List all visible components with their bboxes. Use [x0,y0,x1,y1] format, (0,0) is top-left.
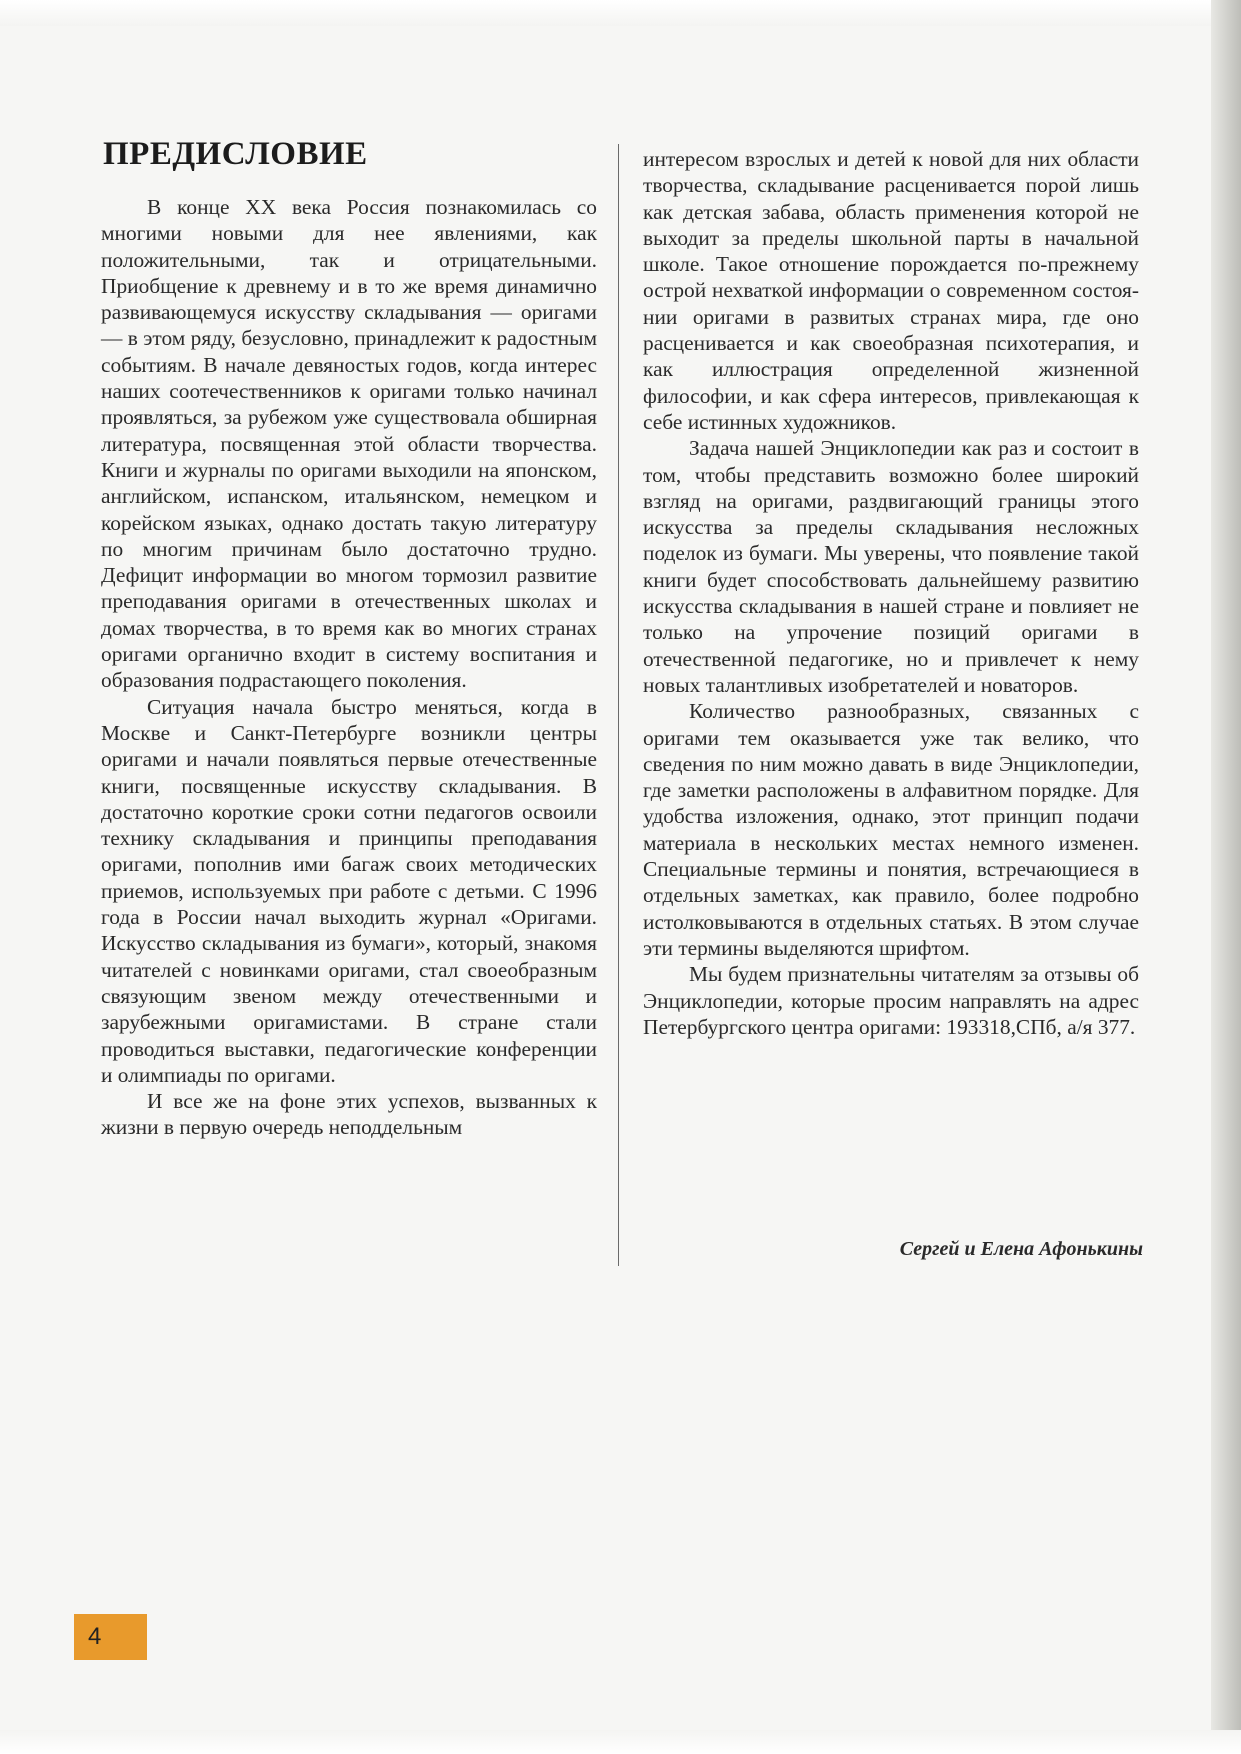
paragraph: В конце XX века Россия познакомилась со многими новыми для нее явлениями, как положительными, так и отрицательными. Приобщение к древнему и в то же время динамично развивающемуся искусству складывания — оригами — в этом ряду, безусловно, принадлежит к радостным событиям. В начале девяностых годов, когда интерес наших соотечественников к оригами только начинал проявляться, за рубежом уже существовала обширная литература, посвященная этой области творчества. Книги и журналы по оригами выходили на японском, английском, испанском, итальянском, немецком и корейском языках, однако достать такую литературу по многим причинам было достаточно трудно. Дефицит информации во многом тормозил развитие преподавания оригами в отечественных школах и домах творчества, в то время как во многих странах оригами органично входит в систему воспитания и образования подрастающего поколения. [101,195,597,693]
column-divider [618,144,619,1266]
paragraph: Мы будем признательны читателям за отзывы об Энциклопедии, которые просим направлять на адрес Петербургского центра оригами: 193318,СПб, а/я 377. [643,962,1139,1039]
paragraph: Ситуация начала быстро меняться, когда в Москве и Санкт-Петербурге возникли центры оригами и начали появляться первые отечественные книги, посвященные искусству складывания. В достаточно короткие сроки сотни педагогов освоили технику складывания и принципы преподавания оригами, пополнив ими багаж своих методических приемов, используемых при работе с детьми. С 1996 года в России начал выходить журнал «Оригами. Искусство складывания из бумаги», который, знакомя читателей с новинками оригами, стал своеобразным связующим звеном между отечественными и зарубежными оригамистами. В стране стали проводиться выставки, педагогические конференции и олимпиады по оригами. [101,694,597,1087]
paragraph: И все же на фоне этих успехов, вызванных к жизни в первую очередь неподдельным [101,1089,597,1140]
page-number: 4 [88,1623,102,1650]
scan-edge-right [1211,0,1241,1754]
text-column-left [101,194,597,1141]
paragraph: Задача нашей Энциклопедии как раз и состоит в том, чтобы представить возможно более широкий взгляд на оригами, раздвигающий границы этого искусства за пределы складывания несложных поделок из бумаги. Мы уверены, что появление такой книги будет способствовать дальнейшему развитию искусства складывания в нашей стране и повлияет не только на упрочение позиций оригами в отечественной педагогике, но и привлечет к нему новых талантливых изобретателей и новаторов. [643,436,1139,697]
page-title: ПРЕДИСЛОВИЕ [103,136,368,172]
scan-edge-top [0,0,1241,26]
signature: Сергей и Елена Афонькины [899,1238,1143,1260]
paragraph: Количество разнообразных, связанных с оригами тем оказывается уже так велико, что сведения по ним можно давать в виде Энциклопедии, где заметки расположены в алфавитном порядке. Для удобства изложения, однако, этот принцип подачи материала в нескольких местах немного изменен. Специальные термины и понятия, встречающиеся в отдельных заметках, как правило, более подробно истолковываются в отдельных статьях. В этом случае эти термины выделяются шрифтом. [643,699,1139,960]
page-number-badge [74,1614,147,1660]
scan-edge-bottom [0,1730,1241,1754]
paragraph: интересом взрослых и детей к новой для них области творчества, складывание расценивается порой лишь как детская забава, область применения которой не выходит за пределы школьной парты в начальной школе. Такое отношение порождается по-прежнему острой нехваткой информации о современном состоянии оригами в развитых странах мира, где оно расценивается и как своеобразная психотерапия, и как иллюстрация определенной жизненной философии, и как сфера интересов, привлекающая к себе истинных художников. [643,147,1139,434]
text-column-right [643,146,1139,1040]
